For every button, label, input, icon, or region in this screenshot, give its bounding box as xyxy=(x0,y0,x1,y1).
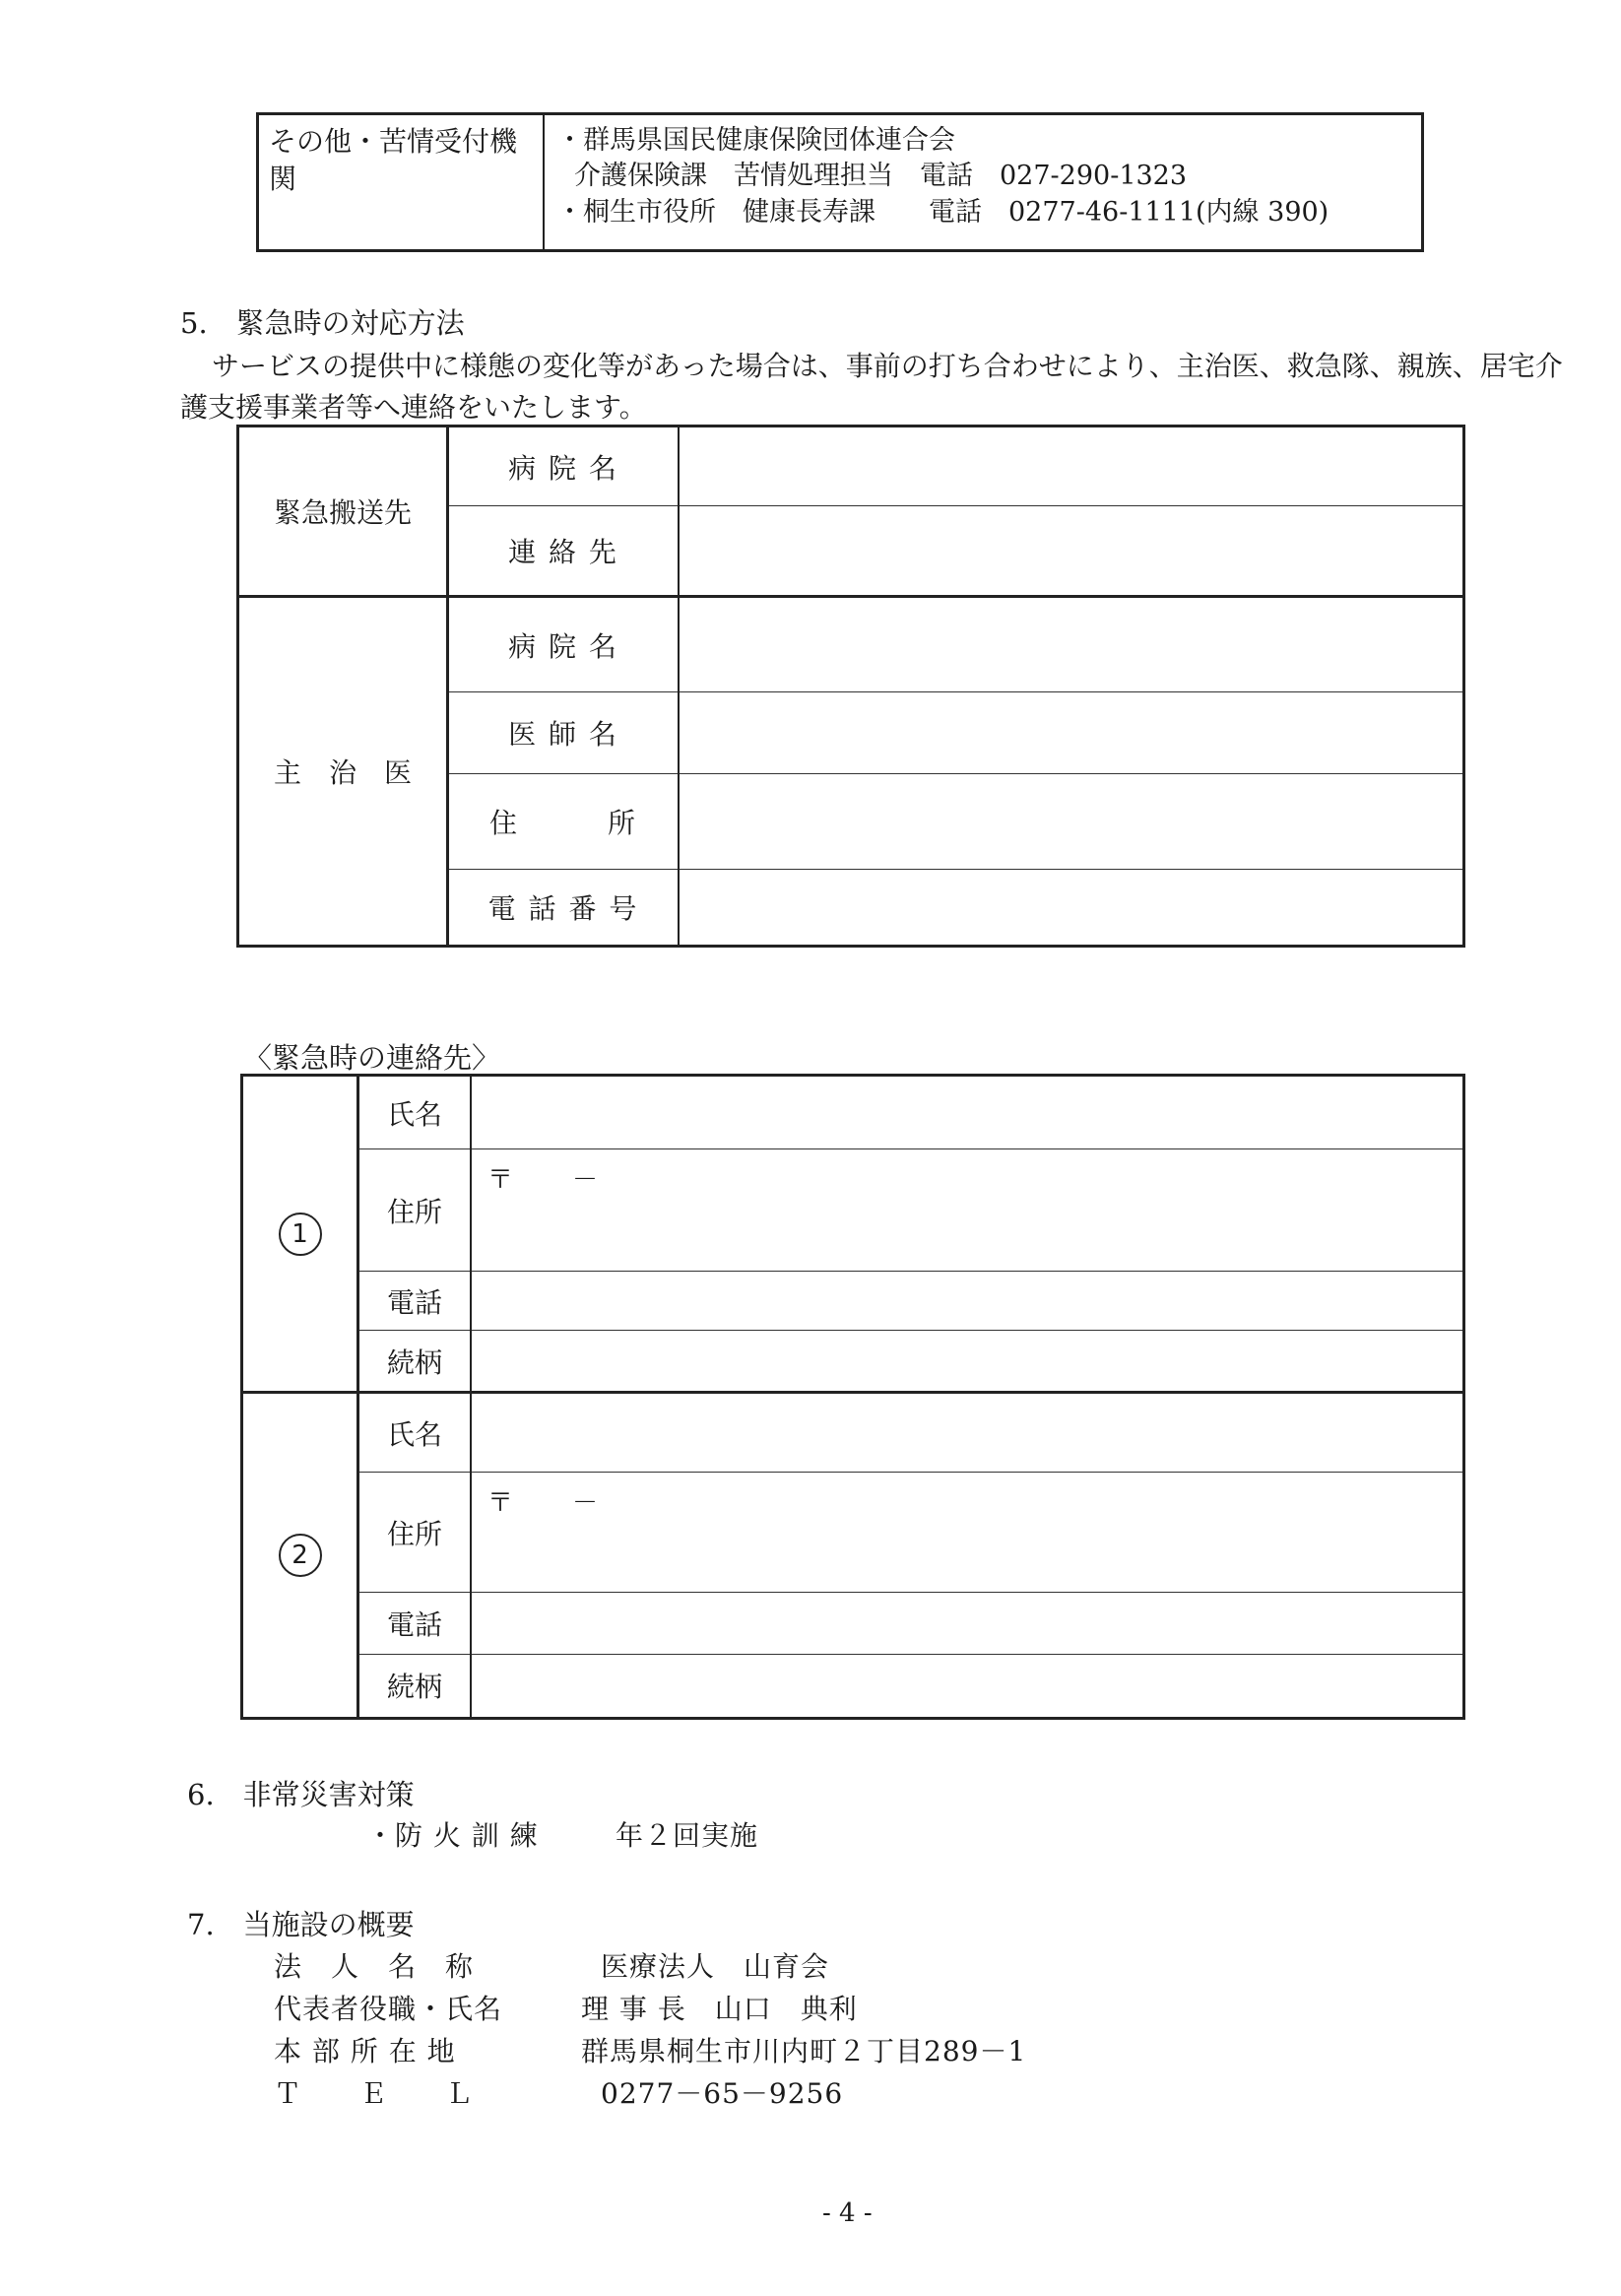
contact-2-name-field[interactable] xyxy=(471,1393,1464,1472)
contact-2-name-label: 氏名 xyxy=(358,1393,472,1472)
contact-2-number-badge: 2 xyxy=(279,1534,322,1577)
complaints-line-1: ・群馬県国民健康保険団体連合会 xyxy=(556,125,955,156)
contact-1-name-field[interactable] xyxy=(471,1076,1464,1149)
contact-2-relation-field[interactable] xyxy=(471,1654,1464,1718)
contact-1-relation-label: 続柄 xyxy=(358,1331,472,1393)
contact-2-zip-mark: 〒 xyxy=(487,1487,514,1518)
emergency-contacts-heading: 〈緊急時の連絡先〉 xyxy=(243,1041,501,1075)
section6-item-value: 年２回実施 xyxy=(616,1819,759,1852)
doctor-address-label: 住 所 xyxy=(448,774,680,870)
doctor-hospital-name-field[interactable] xyxy=(679,597,1464,692)
doctor-hospital-name-label: 病 院 名 xyxy=(448,597,680,692)
doctor-address-field[interactable] xyxy=(679,774,1464,870)
section5-body-line1: サービスの提供中に様態の変化等があった場合は、事前の打ち合わせにより、主治医、救急隊、親族、居宅介 xyxy=(212,350,1563,382)
transport-contact-field[interactable] xyxy=(679,506,1464,597)
contact-2-phone-label: 電話 xyxy=(358,1593,472,1654)
facility-row-value-4: 0277－65－9256 xyxy=(601,2077,844,2110)
facility-row-value-3: 群馬県桐生市川内町２丁目289－1 xyxy=(581,2035,1027,2067)
section6-heading: 6. 非常災害対策 xyxy=(187,1778,415,1811)
contact-2-address-field[interactable] xyxy=(471,1472,1464,1593)
section5-heading: 5. 緊急時の対応方法 xyxy=(180,306,465,340)
contact-2-zip xyxy=(472,1473,657,1519)
doctor-phone-field[interactable] xyxy=(679,870,1464,947)
transport-contact-label: 連 絡 先 xyxy=(448,506,680,597)
contact-1-relation-field[interactable] xyxy=(471,1331,1464,1393)
emergency-contacts-table xyxy=(240,1074,1465,1720)
contact-2-address-label: 住所 xyxy=(358,1472,472,1593)
doctor-name-field[interactable] xyxy=(679,692,1464,774)
contact-1-zip-mark: 〒 xyxy=(487,1165,514,1196)
contact-1-number-badge: 1 xyxy=(279,1213,322,1256)
complaints-label: その他・苦情受付機関 xyxy=(258,114,545,251)
contact-2-zip-dash: － xyxy=(572,1487,599,1518)
emergency-transport-label: 緊急搬送先 xyxy=(238,426,448,597)
contact-2-number xyxy=(242,1393,358,1719)
contact-2-phone-field[interactable] xyxy=(471,1593,1464,1654)
contact-1-zip-dash: － xyxy=(572,1165,599,1196)
facility-row-value-1: 医療法人 山育会 xyxy=(601,1950,830,1983)
section5-body-line2: 護支援事業者等へ連絡をいたします。 xyxy=(180,391,647,424)
contact-1-phone-field[interactable] xyxy=(471,1271,1464,1330)
doctor-phone-label: 電 話 番 号 xyxy=(448,870,680,947)
transport-hospital-name-field[interactable] xyxy=(679,426,1464,506)
contact-2-relation-label: 続柄 xyxy=(358,1654,472,1718)
transport-hospital-name-label: 病 院 名 xyxy=(448,426,680,506)
contact-1-address-field[interactable] xyxy=(471,1149,1464,1272)
section7-heading: 7. 当施設の概要 xyxy=(187,1908,415,1941)
doctor-name-label: 医 師 名 xyxy=(448,692,680,774)
contact-1-number xyxy=(242,1076,358,1393)
facility-row-label-4: Ｔ Ｅ Ｌ xyxy=(274,2077,475,2110)
complaints-line-3: ・桐生市役所 健康長寿課 電話 0277-46-1111(内線 390) xyxy=(556,196,1329,228)
contact-1-name-label: 氏名 xyxy=(358,1076,472,1149)
complaints-table xyxy=(256,112,1424,252)
attending-doctor-label: 主 治 医 xyxy=(238,597,448,947)
contact-1-zip xyxy=(472,1149,657,1196)
emergency-response-table xyxy=(236,425,1465,948)
contact-1-address-label: 住所 xyxy=(358,1149,472,1272)
complaints-details xyxy=(544,114,1423,251)
facility-row-label-3: 本 部 所 在 地 xyxy=(274,2035,456,2067)
complaints-line-2: 介護保険課 苦情処理担当 電話 027-290-1323 xyxy=(574,161,1188,192)
page-number: - 4 - xyxy=(822,2198,873,2228)
contact-1-phone-label: 電話 xyxy=(358,1271,472,1330)
section6-item-label: ・防 火 訓 練 xyxy=(366,1819,539,1852)
facility-row-label-1: 法 人 名 称 xyxy=(274,1950,475,1983)
facility-row-value-2: 理 事 長 山口 典利 xyxy=(581,1993,858,2025)
facility-row-label-2: 代表者役職・氏名 xyxy=(274,1993,503,2025)
